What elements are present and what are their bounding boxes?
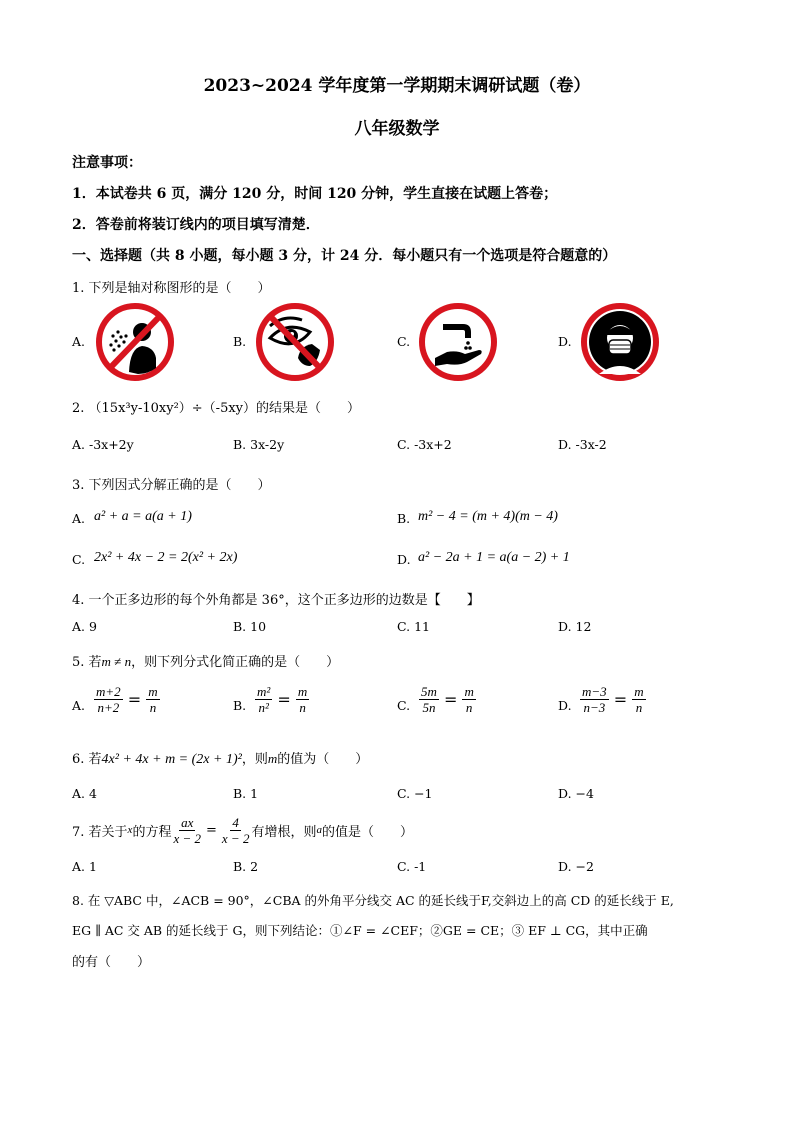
q7-stem-post2: 的值是（ ） — [321, 824, 413, 840]
q7-option-d: D. −2 — [558, 859, 594, 874]
q5-d-rnum: m — [634, 684, 644, 699]
q4-option-c: C. 11 — [397, 619, 430, 634]
q5-b-equals: = — [277, 690, 291, 709]
q8-line-2: EG ∥ AC 交 AB 的延长线于 G，则下列结论：①∠F = ∠CEF；②GE = CE；③ EF ⊥ CG，其中正确 — [72, 923, 648, 938]
q3-option-c: 2x² + 4x − 2 = 2(x² + 2x) — [94, 550, 238, 565]
q1-label-b: B. — [233, 334, 247, 349]
q8-line-1: 8. 在 ▽ABC 中，∠ACB = 90°，∠CBA 的外角平分线交 AC 的延长线于F,交斜边上的高 CD 的延长线于 E, — [72, 893, 674, 908]
q5-option-c — [419, 684, 476, 715]
q3-label-d: D. — [397, 552, 411, 567]
q5-c-rden: n — [465, 700, 473, 715]
q5-stem-post: ，则下列分式化简正确的是（ ） — [131, 655, 340, 670]
q6-stem-pre: 6. 若 — [72, 752, 102, 767]
q5-a-den: n+2 — [97, 700, 120, 715]
q5-b-rnum: m — [297, 684, 308, 699]
q7-option-a: A. 1 — [72, 859, 97, 874]
q5-b-num: m² — [257, 684, 271, 699]
q5-stem-cond: m ≠ n — [101, 654, 132, 669]
q7-l-den: x − 2 — [173, 830, 201, 846]
q5-a-rden: n — [149, 700, 157, 715]
section-heading: 一、选择题（共 8 小题，每小题 3 分，计 24 分．每小题只有一个选项是符合题意的） — [72, 248, 617, 264]
notes-item-2: 2．答卷前将装订线内的项目填写清楚． — [72, 217, 320, 233]
q5-c-den: 5n — [422, 700, 436, 715]
q5-a-num: m+2 — [96, 684, 121, 699]
q7-stem-var: x — [127, 824, 133, 836]
q5-b-rden: n — [299, 700, 306, 715]
q2-option-d: D. -3x-2 — [558, 437, 607, 452]
q5-option-a — [94, 684, 160, 715]
q6-stem-mid: ，则 — [241, 752, 268, 767]
q6-stem — [72, 748, 368, 768]
q5-d-num: m−3 — [582, 684, 607, 699]
q5-stem — [72, 651, 339, 670]
q4-option-b: B. 10 — [233, 619, 267, 634]
q3-label-c: C. — [72, 552, 86, 567]
q7-stem-pre: 7. 若关于 — [72, 824, 128, 840]
exam-title: 2023~2024 学年度第一学期期末调研试题（卷） — [203, 76, 591, 96]
q5-b-den: n² — [258, 700, 269, 715]
q5-a-equals: = — [127, 690, 142, 709]
q5-c-rnum: m — [464, 684, 474, 699]
q6-option-d: D. −4 — [558, 786, 594, 801]
q6-stem-eq: 4x² + 4x + m = (2x + 1)² — [101, 752, 242, 767]
q3-label-a: A. — [72, 511, 86, 526]
q3-label-b: B. — [397, 511, 411, 526]
q5-d-equals: = — [613, 690, 628, 709]
q1-label-a: A. — [72, 334, 86, 349]
no-spray-icon — [94, 302, 176, 382]
q4-stem: 4. 一个正多边形的每个外角都是 36°，这个正多边形的边数是【 】 — [72, 593, 480, 608]
exam-subtitle: 八年级数学 — [354, 119, 440, 139]
q2-option-b: B. 3x-2y — [233, 437, 285, 452]
q3-option-b: m² − 4 = (m + 4)(m − 4) — [418, 509, 558, 524]
q3-stem: 3. 下列因式分解正确的是（ ） — [72, 478, 271, 493]
q5-stem-pre: 5. 若 — [72, 655, 102, 670]
q5-c-equals: = — [443, 690, 458, 709]
q5-label-b: B. — [233, 698, 247, 713]
q7-r-num: 4 — [232, 814, 239, 830]
q7-stem-post1: 有增根，则 — [251, 824, 317, 840]
q3-option-a: a² + a = a(a + 1) — [94, 509, 192, 524]
q6-stem-post: 的值为（ ） — [277, 752, 369, 767]
q7-option-b: B. 2 — [233, 859, 259, 874]
q6-stem-var: m — [267, 751, 278, 766]
q7-stem-mid: 的方程 — [132, 824, 172, 840]
q5-label-a: A. — [72, 698, 86, 713]
q2-option-c: C. -3x+2 — [397, 437, 452, 452]
q6-option-c: C. −1 — [397, 786, 433, 801]
q7-r-den: x − 2 — [221, 830, 250, 846]
q5-d-rden: n — [635, 700, 643, 715]
q4-option-d: D. 12 — [558, 619, 592, 634]
q5-label-c: C. — [397, 698, 411, 713]
q1-stem: 1. 下列是轴对称图形的是（ ） — [72, 281, 271, 296]
q7-equals: = — [206, 822, 217, 838]
q2-option-a: A. -3x+2y — [72, 437, 134, 452]
q5-a-rnum: m — [148, 684, 158, 699]
q7-stem — [72, 812, 413, 848]
q6-option-b: B. 1 — [233, 786, 259, 801]
wear-mask-icon — [579, 302, 661, 382]
no-eye-rub-icon — [254, 302, 336, 382]
notes-item-1: 1．本试卷共 6 页，满分 120 分，时间 120 分钟，学生直接在试题上答卷； — [72, 186, 558, 202]
q5-c-num: 5m — [421, 684, 437, 699]
q5-label-d: D. — [558, 698, 572, 713]
q7-stem-var2: a — [316, 824, 322, 836]
notes-heading: 注意事项： — [72, 155, 142, 171]
q4-option-a: A. 9 — [72, 619, 97, 634]
q3-option-d: a² − 2a + 1 = a(a − 2) + 1 — [418, 550, 570, 565]
q7-option-c: C. -1 — [397, 859, 427, 874]
q5-option-b — [255, 684, 309, 715]
q5-option-d — [580, 684, 646, 715]
q6-option-a: A. 4 — [72, 786, 97, 801]
q5-d-den: n−3 — [583, 700, 606, 715]
q1-label-d: D. — [558, 334, 572, 349]
q7-l-num: ax — [181, 814, 194, 830]
q8-line-3: 的有（ ） — [72, 955, 151, 970]
wash-hands-icon — [417, 302, 499, 382]
q2-stem: 2. （15x³y-10xy²）÷（-5xy）的结果是（ ） — [72, 401, 361, 416]
q1-label-c: C. — [397, 334, 411, 349]
